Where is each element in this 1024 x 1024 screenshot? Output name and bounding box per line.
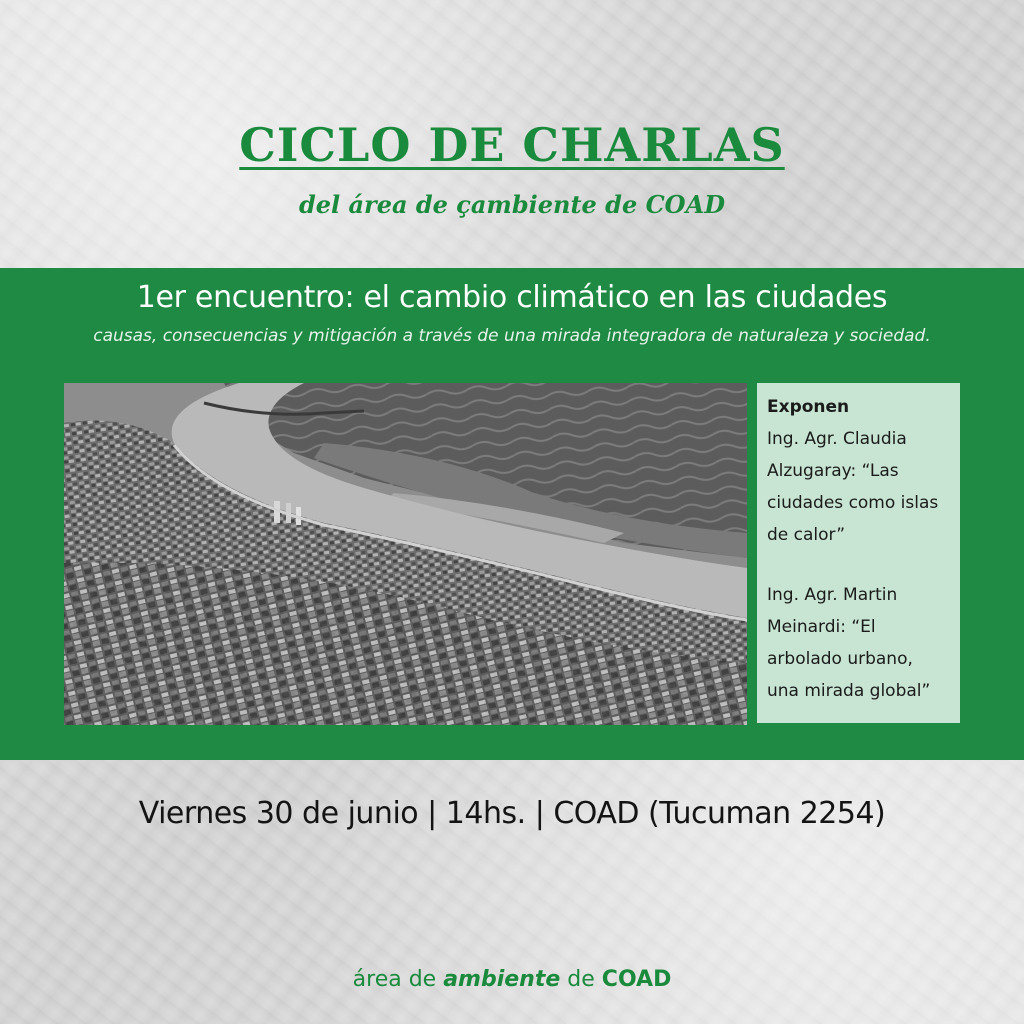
footer-credit	[0, 967, 1024, 992]
footer-prefix: área de	[352, 967, 444, 992]
speaker-item: Ing. Agr. Martin Meinardi: “El arbolado urbano, una mirada global”	[767, 585, 931, 701]
event-description: causas, consecuencias y mitigación a través de una mirada integradora de naturaleza y sociedad.	[93, 326, 931, 346]
page-subtitle: del área de çambiente de COAD	[298, 190, 726, 219]
speakers-heading: Exponen	[767, 397, 850, 417]
page-title: CICLO DE CHARLAS	[239, 118, 785, 172]
city-river-aerial-photo	[64, 383, 747, 725]
footer-emphasis: ambiente	[443, 967, 561, 992]
speaker-item: Ing. Agr. Claudia Alzugaray: “Las ciudades como islas de calor”	[767, 429, 939, 545]
event-title: 1er encuentro: el cambio climático en las ciudades	[136, 280, 888, 315]
event-date-location: Viernes 30 de junio | 14hs. | COAD (Tucuman 2254)	[138, 796, 886, 831]
footer-org: COAD	[601, 967, 672, 992]
footer-middle: de	[560, 967, 602, 992]
speakers-panel	[757, 383, 960, 723]
